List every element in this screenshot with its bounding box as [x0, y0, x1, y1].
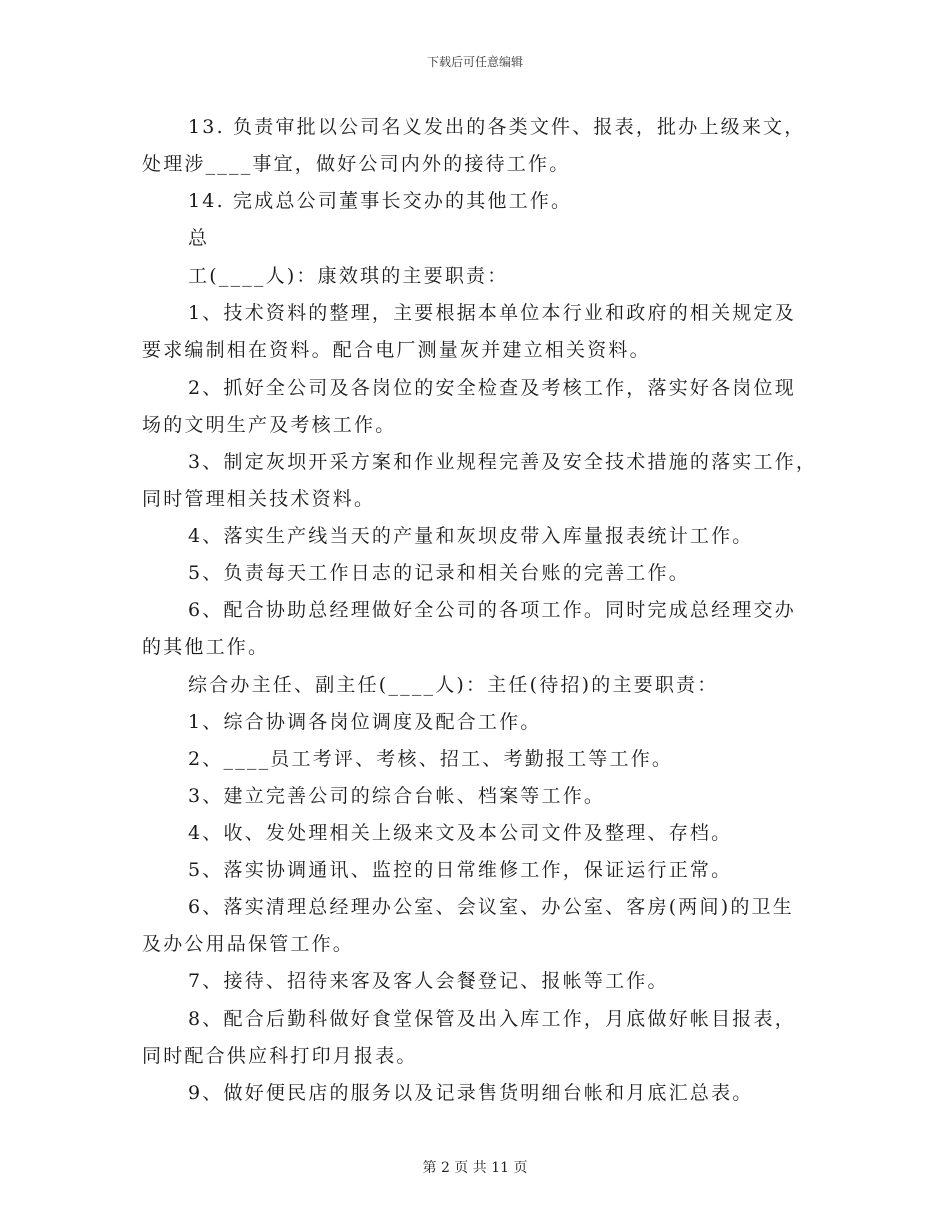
paragraph-line: 6、配合协助总经理做好全公司的各项工作。同时完成总经理交办 — [188, 599, 796, 621]
paragraph-line: 同时管理相关技术资料。 — [142, 488, 376, 510]
paragraph-line: 处理涉____事宜，做好公司内外的接待工作。 — [142, 153, 571, 175]
paragraph-line: 3、建立完善公司的综合台帐、档案等工作。 — [188, 785, 606, 807]
page-footer: 第 2 页 共 11 页 — [422, 1160, 528, 1176]
paragraph-line: 场的文明生产及考核工作。 — [142, 414, 397, 436]
paragraph-line: 14. 完成总公司董事长交办的其他工作。 — [188, 190, 573, 212]
paragraph-line: 8、配合后勤科做好食堂保管及出入库工作，月底做好帐目报表， — [188, 1008, 796, 1030]
paragraph-line: 6、落实清理总经理办公室、会议室、办公室、客房(两间)的卫生 — [188, 896, 794, 918]
paragraph-line: 1、技术资料的整理，主要根据本单位本行业和政府的相关规定及 — [188, 302, 796, 324]
paragraph-line: 7、接待、招待来客及客人会餐登记、报帐等工作。 — [188, 970, 669, 992]
paragraph-line: 13. 负责审批以公司名义发出的各类文件、报表，批办上级来文， — [188, 116, 806, 138]
paragraph-line: 4、收、发处理相关上级来文及本公司文件及整理、存档。 — [188, 822, 733, 844]
paragraph-line: 5、负责每天工作日志的记录和相关台账的完善工作。 — [188, 562, 690, 584]
page-header: 下载后可任意编辑 — [426, 55, 523, 69]
paragraph-line: 4、落实生产线当天的产量和灰坝皮带入库量报表统计工作。 — [188, 525, 754, 547]
paragraph-line: 要求编制相在资料。配合电厂测量灰并建立相关资料。 — [142, 339, 651, 361]
paragraph-line: 3、制定灰坝开采方案和作业规程完善及安全技术措施的落实工作， — [188, 451, 818, 473]
paragraph-line: 总 — [188, 227, 210, 249]
paragraph-line: 的其他工作。 — [142, 636, 270, 658]
paragraph-line: 及办公用品保管工作。 — [142, 933, 355, 955]
paragraph-line: 综合办主任、副主任(____人)：主任(待招)的主要职责： — [188, 674, 719, 696]
paragraph-line: 2、抓好全公司及各岗位的安全检查及考核工作，落实好各岗位现 — [188, 377, 796, 399]
paragraph-line: 5、落实协调通讯、监控的日常维修工作，保证运行正常。 — [188, 859, 733, 881]
paragraph-line: 2、____员工考评、考核、招工、考勤报工等工作。 — [188, 748, 674, 770]
paragraph-line: 1、综合协调各岗位调度及配合工作。 — [188, 711, 542, 733]
paragraph-line: 工(____人)：康效琪的主要职责： — [188, 265, 509, 287]
paragraph-line: 同时配合供应科打印月报表。 — [142, 1045, 418, 1067]
paragraph-line: 9、做好便民店的服务以及记录售货明细台帐和月底汇总表。 — [188, 1082, 754, 1104]
